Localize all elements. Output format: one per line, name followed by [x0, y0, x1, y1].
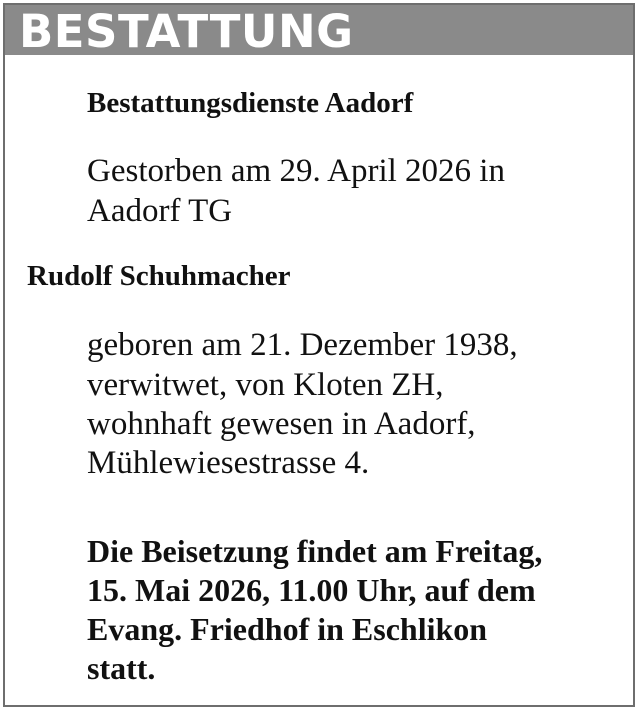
header-bar [5, 5, 633, 58]
death-notice-line: Aadorf TG [87, 193, 233, 229]
biography-line: verwitwet, von Kloten ZH, [87, 367, 444, 403]
notice-category-title: BESTATTUNG [19, 5, 354, 58]
burial-line: 15. Mai 2026, 11.00 Uhr, auf dem [87, 572, 536, 608]
biography-line: geboren am 21. Dezember 1938, [87, 327, 518, 363]
burial-line: Die Beisetzung findet am Freitag, [87, 533, 543, 569]
deceased-name: Rudolf Schuhmacher [27, 260, 291, 292]
organization-name: Bestattungsdienste Aadorf [87, 87, 414, 119]
death-notice-line: Gestorben am 29. April 2026 in [87, 153, 505, 189]
biography-line: Mühlewiesestrasse 4. [87, 445, 370, 481]
biography-line: wohnhaft gewesen in Aadorf, [87, 406, 476, 442]
burial-line: statt. [87, 650, 156, 686]
obituary-notice [3, 3, 635, 707]
burial-line: Evang. Friedhof in Eschlikon [87, 611, 488, 647]
